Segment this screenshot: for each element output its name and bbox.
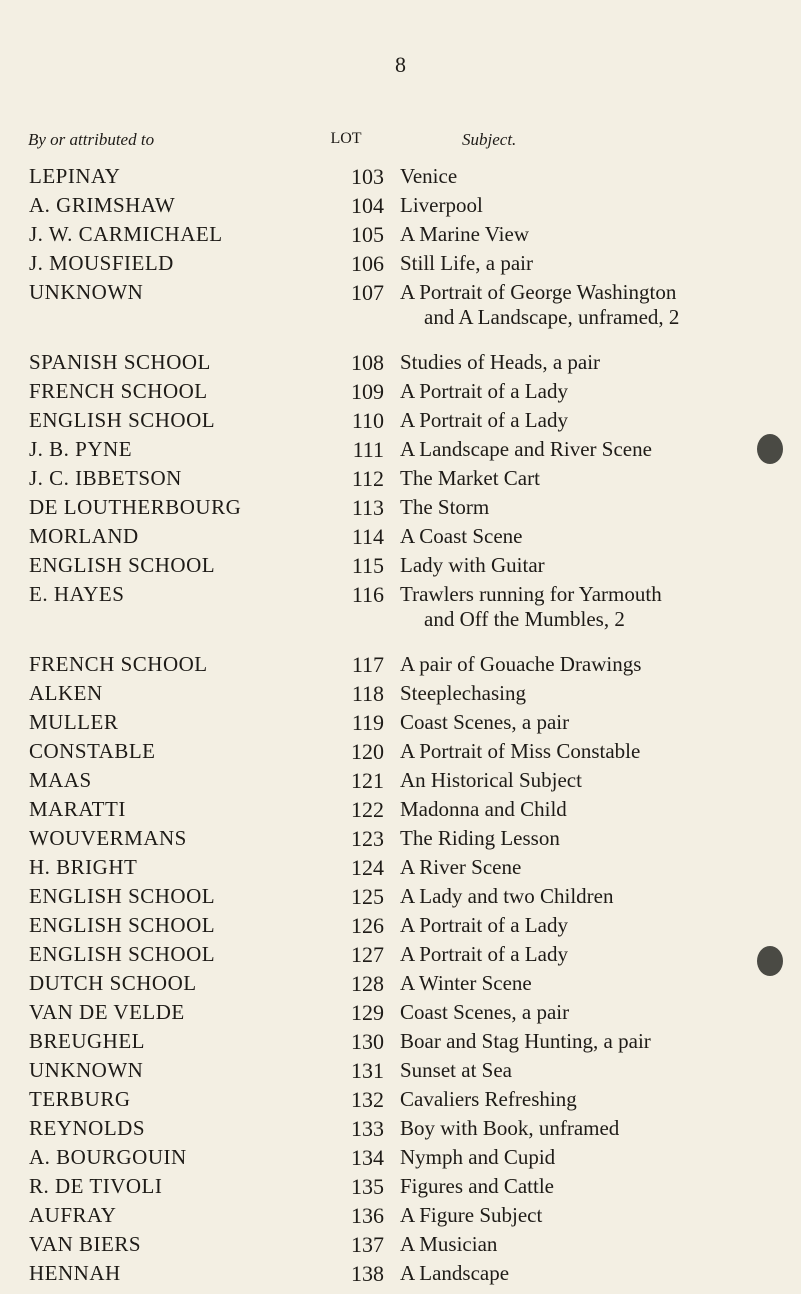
subject-text: [400, 1029, 758, 1054]
lot-listing: [0, 164, 801, 1290]
page-number: 8: [395, 52, 406, 77]
subject-text: [400, 350, 758, 375]
lot-number: 132: [351, 1087, 384, 1112]
column-header-subject: Subject.: [462, 130, 517, 149]
list-item: [0, 350, 801, 379]
subject-text: [400, 251, 758, 276]
subject-line: Lady with Guitar: [400, 553, 545, 577]
lot-number: 103: [351, 164, 384, 189]
list-item: [0, 379, 801, 408]
subject-text: [400, 1000, 758, 1025]
artist-name: UNKNOWN: [29, 1058, 144, 1082]
binding-hole-mark: [757, 946, 783, 976]
list-item: [0, 164, 801, 193]
list-item: [0, 524, 801, 553]
lot-number: 106: [351, 251, 384, 276]
subject-line: Boy with Book, unframed: [400, 1116, 620, 1140]
lot-number: 121: [351, 768, 384, 793]
list-item: [0, 913, 801, 942]
artist-name: WOUVERMANS: [29, 826, 187, 850]
lot-number: 117: [351, 652, 384, 677]
subject-text: [400, 652, 758, 677]
list-item: [0, 884, 801, 913]
artist-name: CONSTABLE: [29, 739, 156, 763]
artist-name: MARATTI: [29, 797, 126, 821]
subject-text: [400, 437, 758, 462]
subject-line: A pair of Gouache Drawings: [400, 652, 642, 676]
subject-text: [400, 495, 758, 520]
artist-name: AUFRAY: [29, 1203, 117, 1227]
lot-number: 120: [351, 739, 384, 764]
list-item: [0, 768, 801, 797]
subject-text: [400, 855, 758, 880]
subject-text: [400, 1174, 758, 1199]
lot-number: 107: [351, 280, 384, 305]
artist-name: DE LOUTHERBOURG: [29, 495, 242, 519]
list-item: [0, 855, 801, 884]
lot-number: 114: [351, 524, 384, 549]
lot-number: 104: [351, 193, 384, 218]
subject-text: [400, 379, 758, 404]
lot-number: 125: [351, 884, 384, 909]
artist-name: FRENCH SCHOOL: [29, 379, 208, 403]
lot-number: 133: [351, 1116, 384, 1141]
lot-number: 124: [351, 855, 384, 880]
subject-line: A Portrait of a Lady: [400, 913, 568, 937]
subject-line: A Landscape and River Scene: [400, 437, 652, 461]
artist-name: ENGLISH SCHOOL: [29, 942, 216, 966]
lot-number: 108: [351, 350, 384, 375]
artist-name: BREUGHEL: [29, 1029, 145, 1053]
subject-text: [400, 1203, 758, 1228]
subject-line: Nymph and Cupid: [400, 1145, 556, 1169]
group-spacer: [0, 338, 801, 350]
artist-name: R. DE TIVOLI: [29, 1174, 163, 1198]
subject-line: Trawlers running for Yarmouth: [400, 582, 662, 606]
lot-number: 134: [351, 1145, 384, 1170]
column-header-artist: By or attributed to: [28, 130, 155, 149]
subject-line: Liverpool: [400, 193, 483, 217]
artist-name: REYNOLDS: [29, 1116, 146, 1140]
subject-text: [400, 1116, 758, 1141]
subject-text: [400, 942, 758, 967]
subject-line: A Marine View: [400, 222, 529, 246]
subject-text: [400, 971, 758, 996]
list-item: [0, 652, 801, 681]
artist-name: E. HAYES: [29, 582, 125, 606]
lot-number: 116: [351, 582, 384, 607]
list-item: [0, 739, 801, 768]
list-item: [0, 222, 801, 251]
subject-line: The Storm: [400, 495, 490, 519]
subject-line: A Portrait of a Lady: [400, 379, 568, 403]
subject-line: A Portrait of a Lady: [400, 942, 568, 966]
subject-text: [400, 710, 758, 735]
subject-line: A Winter Scene: [400, 971, 532, 995]
artist-name: VAN DE VELDE: [29, 1000, 185, 1024]
list-item: [0, 1174, 801, 1203]
list-item: [0, 681, 801, 710]
list-item: [0, 251, 801, 280]
artist-name: ENGLISH SCHOOL: [29, 553, 216, 577]
artist-name: ENGLISH SCHOOL: [29, 913, 216, 937]
subject-text: [400, 1087, 758, 1112]
group-spacer: [0, 640, 801, 652]
subject-text: [400, 222, 758, 247]
artist-name: VAN BIERS: [29, 1232, 142, 1256]
list-item: [0, 826, 801, 855]
lot-number: 137: [351, 1232, 384, 1257]
list-item: [0, 280, 801, 338]
list-item: [0, 553, 801, 582]
list-item: [0, 437, 801, 466]
lot-number: 111: [352, 437, 384, 462]
lot-number: 110: [351, 408, 384, 433]
list-item: [0, 1087, 801, 1116]
subject-line: Studies of Heads, a pair: [400, 350, 601, 374]
subject-line: A Portrait of a Lady: [400, 408, 568, 432]
lot-number: 128: [351, 971, 384, 996]
lot-number: 112: [351, 466, 384, 491]
artist-name: DUTCH SCHOOL: [29, 971, 197, 995]
subject-text: [400, 1145, 758, 1170]
subject-text: [400, 826, 758, 851]
subject-continuation: and A Landscape, unframed, 2: [424, 305, 680, 329]
subject-text: [400, 193, 758, 218]
subject-line: Madonna and Child: [400, 797, 567, 821]
binding-hole-mark: [757, 434, 783, 464]
lot-number: 126: [351, 913, 384, 938]
subject-line: An Historical Subject: [400, 768, 582, 792]
lot-number: 135: [351, 1174, 384, 1199]
subject-line: A River Scene: [400, 855, 522, 879]
lot-number: 129: [351, 1000, 384, 1025]
artist-name: A. BOURGOUIN: [29, 1145, 187, 1169]
subject-line: A Figure Subject: [400, 1203, 543, 1227]
subject-line: The Riding Lesson: [400, 826, 560, 850]
subject-line: Coast Scenes, a pair: [400, 1000, 570, 1024]
lot-number: 130: [351, 1029, 384, 1054]
artist-name: ALKEN: [29, 681, 103, 705]
artist-name: MAAS: [29, 768, 92, 792]
artist-name: HENNAH: [29, 1261, 121, 1285]
lot-number: 136: [351, 1203, 384, 1228]
list-item: [0, 466, 801, 495]
subject-line: Boar and Stag Hunting, a pair: [400, 1029, 651, 1053]
subject-text: [400, 553, 758, 578]
list-item: [0, 1058, 801, 1087]
artist-name: ENGLISH SCHOOL: [29, 408, 216, 432]
lot-number: 138: [351, 1261, 384, 1286]
subject-line: Figures and Cattle: [400, 1174, 554, 1198]
artist-name: J. MOUSFIELD: [29, 251, 174, 275]
subject-text: [400, 1261, 758, 1286]
artist-name: J. W. CARMICHAEL: [29, 222, 223, 246]
column-header-lot: LOT: [330, 130, 362, 147]
artist-name: J. B. PYNE: [29, 437, 133, 461]
artist-name: A. GRIMSHAW: [29, 193, 176, 217]
list-item: [0, 1145, 801, 1174]
subject-line: The Market Cart: [400, 466, 540, 490]
subject-line: A Musician: [400, 1232, 498, 1256]
artist-name: MULLER: [29, 710, 119, 734]
artist-name: UNKNOWN: [29, 280, 144, 304]
artist-name: J. C. IBBETSON: [29, 466, 182, 490]
lot-number: 123: [351, 826, 384, 851]
subject-line: Sunset at Sea: [400, 1058, 512, 1082]
lot-number: 127: [351, 942, 384, 967]
subject-text: [400, 280, 758, 330]
artist-name: TERBURG: [29, 1087, 131, 1111]
subject-line: Cavaliers Refreshing: [400, 1087, 577, 1111]
list-item: [0, 408, 801, 437]
artist-name: ENGLISH SCHOOL: [29, 884, 216, 908]
artist-name: FRENCH SCHOOL: [29, 652, 208, 676]
subject-text: [400, 466, 758, 491]
subject-text: [400, 797, 758, 822]
lot-number: 115: [351, 553, 384, 578]
lot-number: 131: [351, 1058, 384, 1083]
list-item: [0, 971, 801, 1000]
list-item: [0, 1203, 801, 1232]
list-item: [0, 193, 801, 222]
subject-continuation: and Off the Mumbles, 2: [424, 607, 625, 631]
artist-name: SPANISH SCHOOL: [29, 350, 211, 374]
list-item: [0, 1261, 801, 1290]
subject-line: A Portrait of George Washington: [400, 280, 677, 304]
list-item: [0, 942, 801, 971]
subject-text: [400, 768, 758, 793]
list-item: [0, 1029, 801, 1058]
subject-text: [400, 884, 758, 909]
list-item: [0, 1232, 801, 1261]
list-item: [0, 710, 801, 739]
subject-text: [400, 681, 758, 706]
subject-line: Coast Scenes, a pair: [400, 710, 570, 734]
lot-number: 105: [351, 222, 384, 247]
lot-number: 122: [351, 797, 384, 822]
subject-text: [400, 1232, 758, 1257]
subject-line: A Portrait of Miss Constable: [400, 739, 641, 763]
subject-text: [400, 164, 758, 189]
artist-name: LEPINAY: [29, 164, 121, 188]
list-item: [0, 495, 801, 524]
subject-text: [400, 739, 758, 764]
subject-line: Still Life, a pair: [400, 251, 533, 275]
subject-text: [400, 408, 758, 433]
list-item: [0, 797, 801, 826]
lot-number: 113: [351, 495, 384, 520]
subject-text: [400, 1058, 758, 1083]
artist-name: MORLAND: [29, 524, 139, 548]
subject-line: A Landscape: [400, 1261, 510, 1285]
list-item: [0, 1000, 801, 1029]
subject-text: [400, 524, 758, 549]
list-item: [0, 1116, 801, 1145]
artist-name: H. BRIGHT: [29, 855, 138, 879]
list-item: [0, 582, 801, 640]
lot-number: 118: [351, 681, 384, 706]
subject-text: [400, 582, 758, 632]
lot-number: 109: [351, 379, 384, 404]
subject-line: Steeplechasing: [400, 681, 526, 705]
subject-text: [400, 913, 758, 938]
subject-line: A Lady and two Children: [400, 884, 614, 908]
lot-number: 119: [351, 710, 384, 735]
subject-line: A Coast Scene: [400, 524, 523, 548]
subject-line: Venice: [400, 164, 458, 188]
